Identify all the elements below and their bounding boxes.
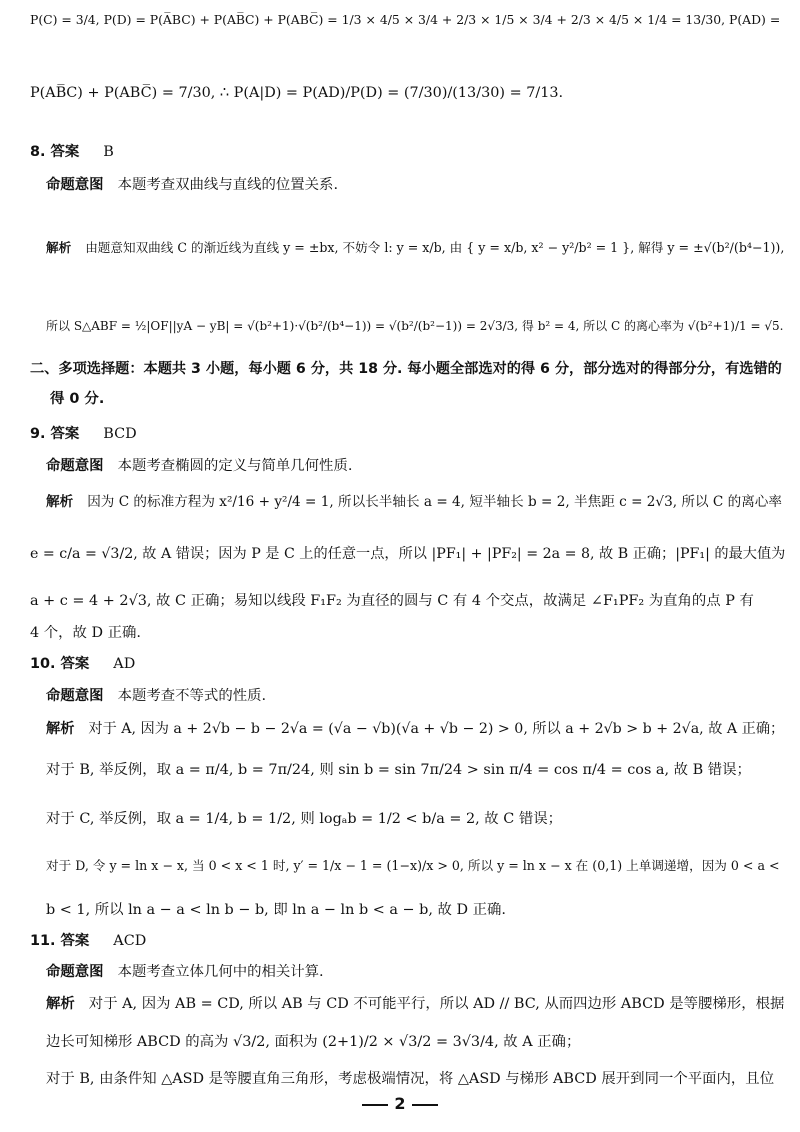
q10-intent-label: 命题意图 <box>46 688 104 704</box>
q10-analysis-text-1: 对于 A, 因为 a + 2√b − b − 2√a = (√a − √b)(√a + √b − 2) > 0, 所以 a + 2√b > b + 2√a, 故 A 正确； <box>88 721 785 737</box>
section-2-heading-1: 二、多项选择题：本题共 3 小题，每小题 6 分，共 18 分. 每小题全部选对的得 6 分，部分选对的得部分分，有选错的 <box>30 361 782 377</box>
q11-answer-label: 11. 答案 <box>30 933 90 949</box>
q11-analysis-text-1: 对于 A, 因为 AB = CD, 所以 AB 与 CD 不可能平行，所以 AD // BC, 从而四边形 ABCD 是等腰梯形，根据 <box>88 996 785 1012</box>
q11-answer-row <box>30 934 146 948</box>
q8-intent-label: 命题意图 <box>46 177 104 193</box>
q10-analysis-row-1 <box>46 722 784 736</box>
q10-intent-row <box>46 689 266 703</box>
q10-answer-label: 10. 答案 <box>30 656 90 672</box>
q10-analysis-row-4: 对于 D, 令 y = ln x − x, 当 0 < x < 1 时, y′ = 1/x − 1 = (1−x)/x > 0, 所以 y = ln x − x 在 (0,1) 上单调递增，因为 0 < a < <box>46 858 780 873</box>
q8-answer-value: B <box>103 144 114 160</box>
q9-analysis-text-1: 因为 C 的标准方程为 x²/16 + y²/4 = 1, 所以长半轴长 a = 4, 短半轴长 b = 2, 半焦距 c = 2√3, 所以 C 的离心率 <box>87 494 782 510</box>
footer-dash-left <box>362 1104 388 1106</box>
page-footer <box>0 1094 800 1113</box>
q10-intent-text: 本题考查不等式的性质. <box>117 688 267 704</box>
q9-analysis-row-2: e = c/a = √3/2, 故 A 错误；因为 P 是 C 上的任意一点，所以 |PF₁| + |PF₂| = 2a = 8, 故 B 正确；|PF₁| 的最大值为 <box>30 546 786 562</box>
q8-analysis-text-1: 由题意知双曲线 C 的渐近线为直线 y = ±bx, 不妨令 l: y = x/b, 由 { y = x/b, x² − y²/b² = 1 }, 解得 y = ±√(b²/(b⁴−1)), <box>85 240 785 255</box>
q9-intent-label: 命题意图 <box>46 458 104 474</box>
q10-answer-row <box>30 657 135 671</box>
q11-analysis-row-3: 对于 B, 由条件知 △ASD 是等腰直角三角形，考虑极端情况，将 △ASD 与梯形 ABCD 展开到同一个平面内，且位 <box>46 1071 775 1087</box>
q9-answer-label: 9. 答案 <box>30 426 80 442</box>
q11-analysis-label: 解析 <box>46 996 75 1012</box>
prev-solution-line-2: P(AB̅C) + P(ABC̅) = 7/30, ∴ P(A|D) = P(AD)/P(D) = (7/30)/(13/30) = 7/13. <box>30 85 564 101</box>
q11-intent-row <box>46 965 324 979</box>
section-2-heading-2: 得 0 分. <box>50 391 105 407</box>
q8-analysis-row-1 <box>46 242 784 255</box>
prev-solution-line-1: P(C) = 3/4, P(D) = P(A̅BC) + P(AB̅C) + P(ABC̅) = 1/3 × 4/5 × 3/4 + 2/3 × 1/5 × 3/4 + 2/3 × 4/5 × 1/4 = 13/30, P(AD) = <box>30 12 781 27</box>
q11-intent-text: 本题考查立体几何中的相关计算. <box>117 964 324 980</box>
q11-answer-value: ACD <box>113 933 147 949</box>
q9-analysis-row-1 <box>46 496 782 510</box>
q8-analysis-row-2: 所以 S△ABF = ½|OF||yA − yB| = √(b²+1)·√(b²/(b⁴−1)) = √(b²/(b²−1)) = 2√3/3, 得 b² = 4, 所以 C 的离心率为 √(b²+1)/1 = √5. <box>46 319 784 333</box>
q11-intent-label: 命题意图 <box>46 964 104 980</box>
q9-answer-row <box>30 427 137 441</box>
q9-intent-row <box>46 459 352 473</box>
page-number: 2 <box>394 1094 406 1113</box>
q9-analysis-row-4: 4 个，故 D 正确. <box>30 625 141 641</box>
q9-analysis-row-3: a + c = 4 + 2√3, 故 C 正确；易知以线段 F₁F₂ 为直径的圆与 C 有 4 个交点，故满足 ∠F₁PF₂ 为直角的点 P 有 <box>30 593 754 609</box>
q9-analysis-label: 解析 <box>46 494 74 510</box>
q11-analysis-row-2: 边长可知梯形 ABCD 的高为 √3/2, 面积为 (2+1)/2 × √3/2 = 3√3/4, 故 A 正确； <box>46 1034 581 1050</box>
q8-intent-text: 本题考查双曲线与直线的位置关系. <box>117 177 339 193</box>
q11-analysis-row-1 <box>46 997 784 1011</box>
q10-analysis-label: 解析 <box>46 721 75 737</box>
q10-answer-value: AD <box>113 656 136 672</box>
q8-analysis-label: 解析 <box>46 240 72 255</box>
q9-intent-text: 本题考查椭圆的定义与简单几何性质. <box>117 458 353 474</box>
q8-answer-row <box>30 145 114 159</box>
q8-intent-row <box>46 178 338 192</box>
q10-analysis-row-2: 对于 B, 举反例，取 a = π/4, b = 7π/24, 则 sin b = sin 7π/24 > sin π/4 = cos π/4 = cos a, 故 B 错误； <box>46 762 751 778</box>
footer-dash-right <box>412 1104 438 1106</box>
q9-answer-value: BCD <box>103 426 137 442</box>
q8-answer-label: 8. 答案 <box>30 144 80 160</box>
q10-analysis-row-5: b < 1, 所以 ln a − a < ln b − b, 即 ln a − ln b < a − b, 故 D 正确. <box>46 902 506 918</box>
q10-analysis-row-3: 对于 C, 举反例，取 a = 1/4, b = 1/2, 则 logₐb = 1/2 < b/a = 2, 故 C 错误； <box>46 811 563 827</box>
